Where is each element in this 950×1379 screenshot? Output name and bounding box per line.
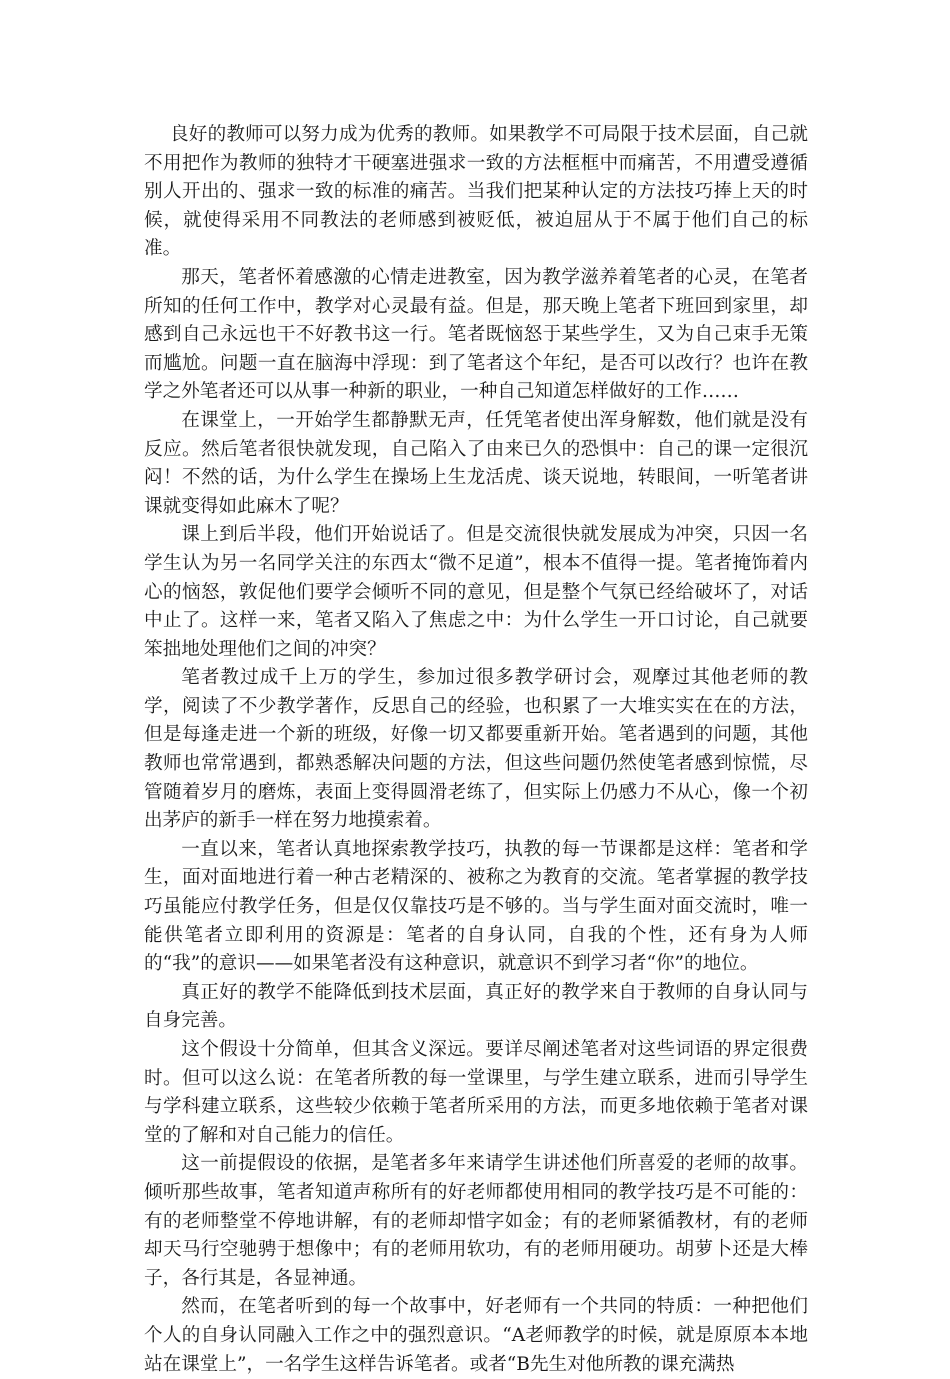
- paragraph: 在课堂上，一开始学生都静默无声，任凭笔者使出浑身解数，他们就是没有反应。然后笔者很快就发现，自己陷入了由来已久的恐惧中：自己的课一定很沉闷！不然的话，为什么学生在操场上生龙活虎、谈天说地，转眼间，一听笔者讲课就变得如此麻木了呢？: [144, 409, 808, 517]
- paragraph: 笔者教过成千上万的学生，参加过很多教学研讨会，观摩过其他老师的教学，阅读了不少教学著作，反思自己的经验，也积累了一大堆实实在在的方法，但是每逢走进一个新的班级，好像一切又都要重新开始。笔者遇到的问题，其他教师也常常遇到，都熟悉解决问题的方法，但这些问题仍然使笔者感到惊慌，尽管随着岁月的磨炼，表面上变得圆滑老练了，但实际上仍感力不从心，像一个初出茅庐的新手一样在努力地摸索着。: [144, 667, 808, 832]
- paragraph: 良好的教师可以努力成为优秀的教师。如果教学不可局限于技术层面，自己就不用把作为教师的独特才干硬塞进强求一致的方法框框中而痛苦，不用遭受遵循别人开出的、强求一致的标准的痛苦。当我们把某种认定的方法技巧捧上天的时候，就使得采用不同教法的老师感到被贬低，被迫屈从于不属于他们自己的标准。: [144, 124, 808, 260]
- paragraph: 一直以来，笔者认真地探索教学技巧，执教的每一节课都是这样：笔者和学生，面对面地进行着一种古老精深的、被称之为教育的交流。笔者掌握的教学技巧虽能应付教学任务，但是仅仅靠技巧是不够的。当与学生面对面交流时，唯一能供笔者立即利用的资源是：笔者的自身认同，自我的个性，还有身为人师的“我”的意识——如果笔者没有这种意识，就意识不到学习者“你”的地位。: [144, 838, 808, 975]
- paragraph: 这个假设十分简单，但其含义深远。要详尽阐述笔者对这些词语的界定很费时。但可以这么说：在笔者所教的每一堂课里，与学生建立联系，进而引导学生与学科建立联系，这些较少依赖于笔者所采用的方法，而更多地依赖于笔者对课堂的了解和对自己能力的信任。: [144, 1039, 808, 1146]
- paragraph: 真正好的教学不能降低到技术层面，真正好的教学来自于教师的自身认同与自身完善。: [144, 981, 808, 1032]
- paragraph: 这一前提假设的依据，是笔者多年来请学生讲述他们所喜爱的老师的故事。倾听那些故事，笔者知道声称所有的好老师都使用相同的教学技巧是不可能的：有的老师整堂不停地讲解，有的老师却惜字如金；有的老师紧循教材，有的老师却天马行空驰骋于想像中；有的老师用软功，有的老师用硬功。胡萝卜还是大棒子，各行其是，各显神通。: [144, 1153, 808, 1289]
- document-body: [144, 121, 808, 1379]
- paragraph: 课上到后半段，他们开始说话了。但是交流很快就发展成为冲突，只因一名学生认为另一名同学关注的东西太“微不足道”，根本不值得一提。笔者掩饰着内心的恼怒，敦促他们要学会倾听不同的意见，但是整个气氛已经给破坏了，对话中止了。这样一来，笔者又陷入了焦虑之中：为什么学生一开口讨论，自己就要笨拙地处理他们之间的冲突？: [144, 524, 808, 660]
- paragraph: 然而，在笔者听到的每一个故事中，好老师有一个共同的特质：一种把他们个人的自身认同融入工作之中的强烈意识。“A老师教学的时候，就是原原本本地站在课堂上”，一名学生这样告诉笔者。或者“B先生对他所教的课充满热: [144, 1296, 808, 1375]
- paragraph: 那天，笔者怀着感激的心情走进教室，因为教学滋养着笔者的心灵，在笔者所知的任何工作中，教学对心灵最有益。但是，那天晚上笔者下班回到家里，却感到自己永远也干不好教书这一行。笔者既恼怒于某些学生，又为自己束手无策而尴尬。问题一直在脑海中浮现：到了笔者这个年纪，是否可以改行？也许在教学之外笔者还可以从事一种新的职业，一种自己知道怎样做好的工作……: [144, 266, 808, 403]
